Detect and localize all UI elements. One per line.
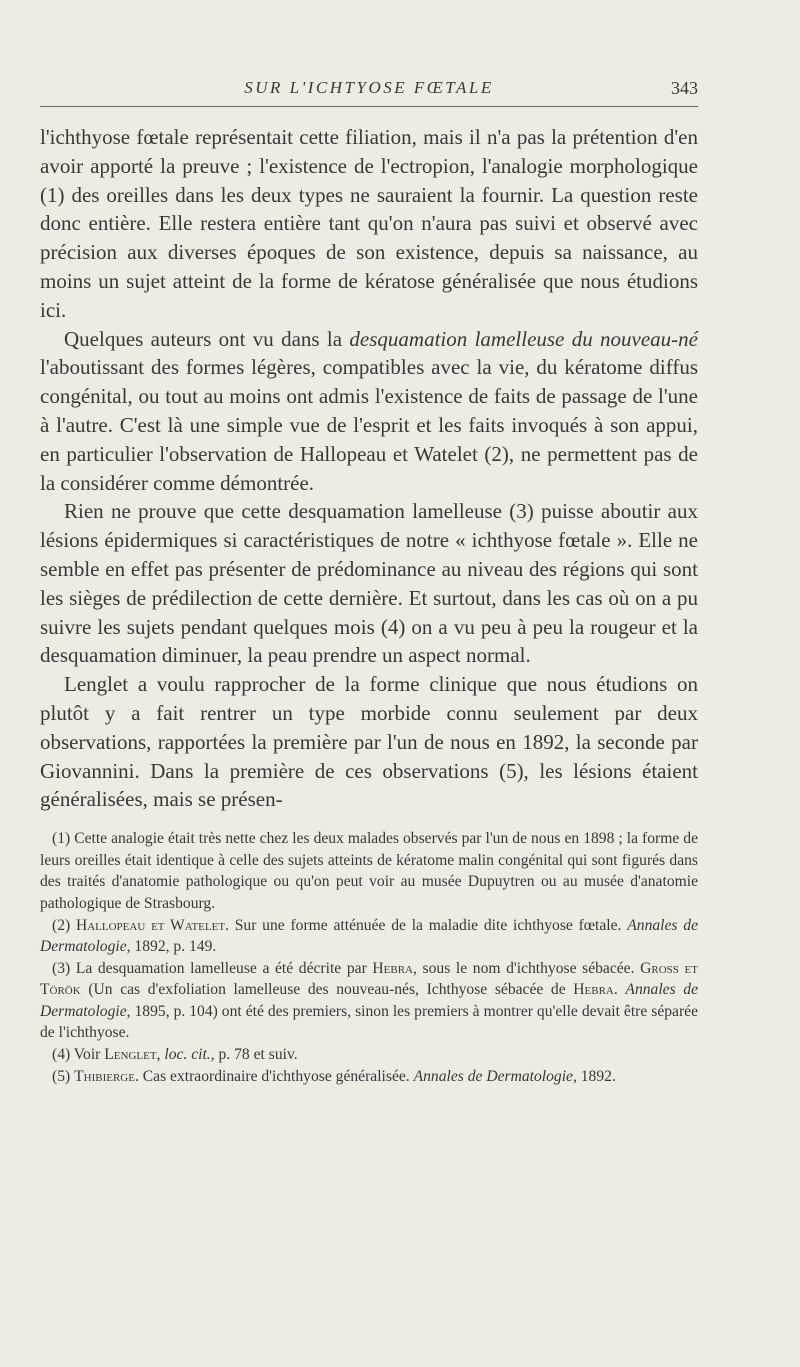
footnotes <box>40 828 698 1087</box>
footnote-2-journal: Annales de Dermatologie <box>40 916 698 956</box>
footnote-5 <box>40 1066 698 1088</box>
footnote-3-d: . <box>613 981 626 999</box>
footnote-4-author: Lenglet <box>104 1046 157 1064</box>
footnote-2-end: , 1892, p. 149. <box>126 938 217 956</box>
footnote-3-a: (3) La desquamation lamelleuse a été décrite par <box>52 959 373 977</box>
footnote-4-number: (4) Voir <box>52 1046 105 1064</box>
paragraph-1: l'ichthyose fœtale représentait cette filiation, mais il n'a pas la prétention d'en avoir apporté la preuve ; l'existence de l'ectropion, l'analogie morphologique (1) des oreilles dans les deux types ne sauraient la fournir. La question reste donc entière. Elle restera entière tant qu'on n'aura pas suivi et observé avec précision aux diverses époques de son existence, depuis sa naissance, au moins un sujet atteint de la forme de kératose généralisée que nous étudions ici. <box>40 125 698 322</box>
footnote-3-journal: Annales de Dermatologie <box>40 981 699 1020</box>
footnote-5-author: Thibierge <box>74 1067 135 1085</box>
page-number: 343 <box>671 78 698 98</box>
footnote-4-sep: , <box>156 1046 165 1064</box>
running-title: SUR L'ICHTYOSE FŒTALE <box>244 78 494 97</box>
footnote-2-authors: Hallopeau et Watelet <box>75 916 226 934</box>
footnote-3-e: , 1895, p. 104) ont été des premiers, sinon les premiers à montrer qu'elle devait être séparée de l'ichthyose. <box>40 1002 698 1042</box>
footnote-5-end: , 1892. <box>572 1067 616 1085</box>
footnote-4-end: , p. 78 et suiv. <box>210 1046 298 1064</box>
footnote-2 <box>40 915 698 958</box>
paragraph-4: Lenglet a voulu rapprocher de la forme clinique que nous étudions on plutôt y a fait rentrer un type morbide connu seulement par deux observations, rapportées la première par l'un de nous en 1892, la seconde par Giovannini. Dans la première de ces observations (5), les lésions étaient généralisées, mais se présen- <box>40 672 698 812</box>
footnote-3-b: , sous le nom d'ichthyose sébacée. <box>413 959 641 977</box>
paragraph-2-end: l'aboutissant des formes légères, compatibles avec la vie, du kératome diffus congénital, ou tout au moins ont admis l'existence de faits de passage de l'une à l'autre. C'est là une simple vue de l'esprit et les faits invoqués à son appui, en particulier l'observation de Hallopeau et Watelet (2), ne permettent pas de la considérer comme démontrée. <box>40 355 698 495</box>
footnote-2-number: (2) <box>52 916 76 934</box>
paragraph-2-emphasis: desquamation lamelleuse du nouveau-né <box>349 326 698 351</box>
page <box>40 76 698 1087</box>
footnote-5-number: (5) <box>52 1067 75 1085</box>
body-text <box>40 123 698 814</box>
paragraph-2-start: Quelques auteurs ont vu dans la <box>64 326 350 351</box>
footnote-2-text: . Sur une forme atténuée de la maladie dite ichthyose fœtale. <box>225 916 628 934</box>
footnote-3 <box>40 958 698 1044</box>
footnote-3-hebra-2: Hebra <box>573 981 614 999</box>
footnote-1: (1) Cette analogie était très nette chez les deux malades observés par l'un de nous en 1898 ; la forme de leurs oreilles était identique à celle des sujets atteints de kératome malin congénital qui sont figurés dans des traités d'anatomie pathologique ou qu'on peut voir au musée Dupuytren ou au musée d'anatomie pathologique de Strasbourg. <box>40 830 698 912</box>
page-header <box>40 76 698 107</box>
footnote-3-hebra: Hebra <box>372 959 413 977</box>
footnote-4-loc: loc. cit. <box>164 1046 211 1064</box>
footnote-4 <box>40 1044 698 1066</box>
footnote-5-journal: Annales de Dermatologie <box>413 1067 573 1085</box>
footnote-5-text: . Cas extraordinaire d'ichthyose généralisée. <box>134 1067 414 1085</box>
paragraph-2 <box>40 325 698 498</box>
footnote-3-authors: Gross et Török <box>40 959 698 999</box>
paragraph-3: Rien ne prouve que cette desquamation lamelleuse (3) puisse aboutir aux lésions épidermiques si caractéristiques de notre « ichthyose fœtale ». Elle ne semble en effet pas présenter de prédominance au niveau des régions qui sont les sièges de prédilection de cette dernière. Et surtout, dans les cas où on a pu suivre les sujets pendant quelques mois (4) on a vu peu à peu la rougeur et la desquamation diminuer, la peau prendre un aspect normal. <box>40 499 698 668</box>
footnote-3-c: (Un cas d'exfoliation lamelleuse des nouveau-nés, Ichthyose sébacée de <box>80 981 574 999</box>
